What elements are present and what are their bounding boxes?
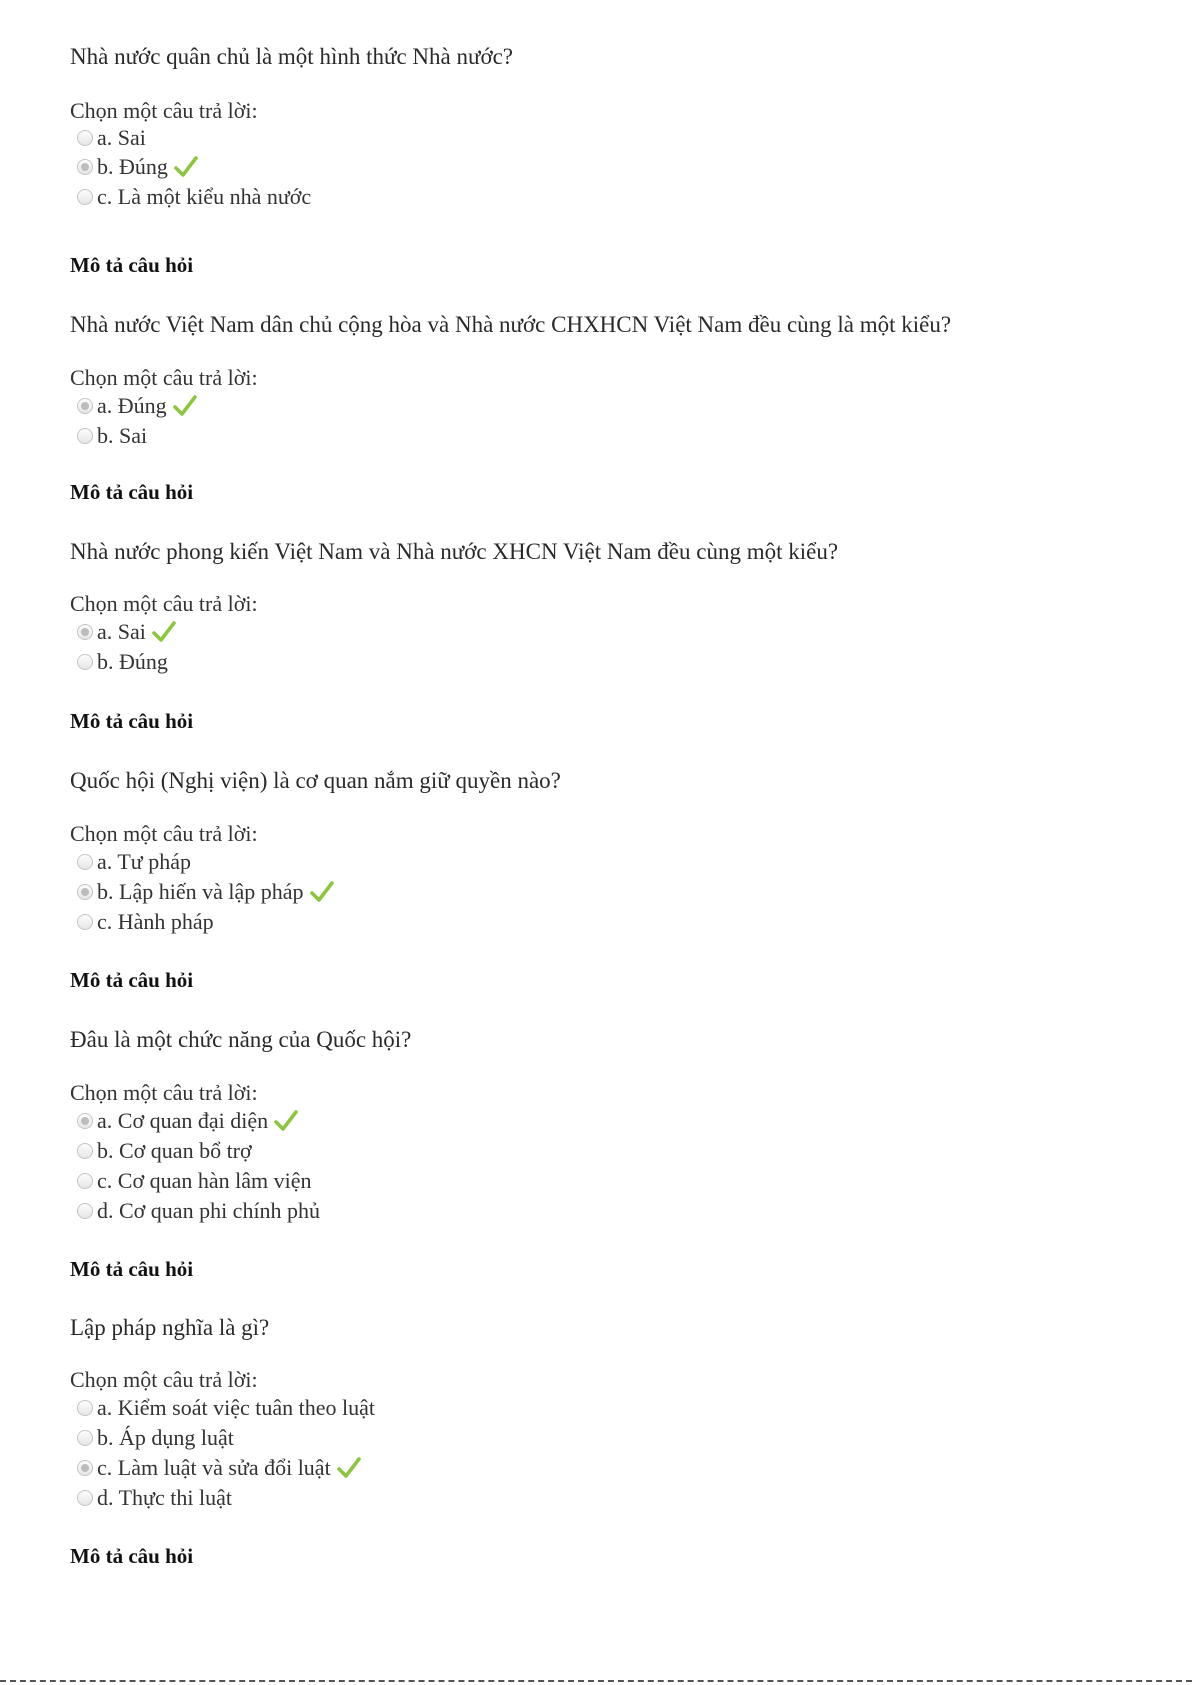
check-icon [310, 881, 334, 903]
answer-option[interactable] [77, 1394, 375, 1422]
radio-icon[interactable] [77, 624, 93, 640]
radio-icon[interactable] [77, 1173, 93, 1189]
option-label: d. Thực thi luật [97, 1485, 232, 1510]
question-text: Đâu là một chức năng của Quốc hội? [70, 1027, 412, 1052]
check-icon [274, 1110, 298, 1132]
option-label: b. Cơ quan bổ trợ [97, 1138, 252, 1163]
option-label: a. Tư pháp [97, 849, 191, 874]
option-label: b. Áp dụng luật [97, 1425, 234, 1450]
question-text: Quốc hội (Nghị viện) là cơ quan nắm giữ quyền nào? [70, 768, 561, 793]
question-heading: Mô tả câu hỏi [70, 253, 194, 277]
option-label: b. Lập hiến và lập pháp [97, 879, 304, 904]
option-label: a. Sai [97, 619, 146, 644]
question-text: Nhà nước quân chủ là một hình thức Nhà nước? [70, 44, 514, 69]
answer-option[interactable] [77, 1107, 298, 1135]
answer-option[interactable] [77, 1137, 252, 1165]
option-label: a. Kiểm soát việc tuân theo luật [97, 1395, 375, 1420]
radio-icon[interactable] [77, 428, 93, 444]
radio-icon[interactable] [77, 884, 93, 900]
option-label: c. Là một kiểu nhà nước [97, 184, 312, 209]
radio-icon[interactable] [77, 1490, 93, 1506]
option-label: b. Sai [97, 423, 148, 448]
answer-option[interactable] [77, 648, 168, 676]
radio-icon[interactable] [77, 130, 93, 146]
answer-option[interactable] [77, 1484, 232, 1512]
answer-option[interactable] [77, 124, 146, 152]
option-label: b. Đúng [97, 649, 168, 674]
question-text: Nhà nước phong kiến Việt Nam và Nhà nước XHCN Việt Nam đều cùng một kiểu? [70, 539, 839, 564]
question-heading: Mô tả câu hỏi [70, 1257, 194, 1281]
page-divider [0, 1680, 1192, 1682]
question-text: Nhà nước Việt Nam dân chủ cộng hòa và Nhà nước CHXHCN Việt Nam đều cùng là một kiểu? [70, 312, 952, 337]
answer-prompt: Chọn một câu trả lời: [70, 98, 258, 123]
radio-icon[interactable] [77, 854, 93, 870]
radio-icon[interactable] [77, 398, 93, 414]
answer-prompt: Chọn một câu trả lời: [70, 365, 258, 390]
answer-option[interactable] [77, 908, 214, 936]
option-label: a. Cơ quan đại diện [97, 1108, 269, 1133]
option-label: a. Sai [97, 125, 146, 150]
answer-prompt: Chọn một câu trả lời: [70, 591, 258, 616]
radio-icon[interactable] [77, 1400, 93, 1416]
option-label: a. Đúng [97, 393, 167, 418]
answer-option[interactable] [77, 618, 176, 646]
radio-icon[interactable] [77, 1143, 93, 1159]
answer-option[interactable] [77, 422, 147, 450]
option-label: c. Làm luật và sửa đổi luật [97, 1455, 331, 1480]
option-label: d. Cơ quan phi chính phủ [97, 1198, 321, 1223]
radio-icon[interactable] [77, 1430, 93, 1446]
answer-prompt: Chọn một câu trả lời: [70, 821, 258, 846]
radio-icon[interactable] [77, 189, 93, 205]
answer-option[interactable] [77, 1167, 311, 1195]
answer-option[interactable] [77, 1424, 234, 1452]
answer-option[interactable] [77, 183, 311, 211]
question-heading: Mô tả câu hỏi [70, 968, 194, 992]
answer-prompt: Chọn một câu trả lời: [70, 1367, 258, 1392]
question-heading: Mô tả câu hỏi [70, 480, 194, 504]
check-icon [174, 156, 198, 178]
answer-option[interactable] [77, 848, 191, 876]
answer-option[interactable] [77, 153, 198, 181]
check-icon [173, 395, 197, 417]
answer-option[interactable] [77, 1197, 320, 1225]
answer-option[interactable] [77, 878, 334, 906]
question-heading: Mô tả câu hỏi [70, 709, 194, 733]
option-label: c. Hành pháp [97, 909, 214, 934]
question-heading: Mô tả câu hỏi [70, 1544, 194, 1568]
check-icon [337, 1457, 361, 1479]
radio-icon[interactable] [77, 1460, 93, 1476]
option-label: b. Đúng [97, 154, 168, 179]
radio-icon[interactable] [77, 159, 93, 175]
radio-icon[interactable] [77, 1113, 93, 1129]
radio-icon[interactable] [77, 654, 93, 670]
radio-icon[interactable] [77, 1203, 93, 1219]
answer-option[interactable] [77, 392, 197, 420]
answer-prompt: Chọn một câu trả lời: [70, 1080, 258, 1105]
radio-icon[interactable] [77, 914, 93, 930]
check-icon [152, 621, 176, 643]
answer-option[interactable] [77, 1454, 361, 1482]
option-label: c. Cơ quan hàn lâm viện [97, 1168, 312, 1193]
question-text: Lập pháp nghĩa là gì? [70, 1315, 270, 1340]
